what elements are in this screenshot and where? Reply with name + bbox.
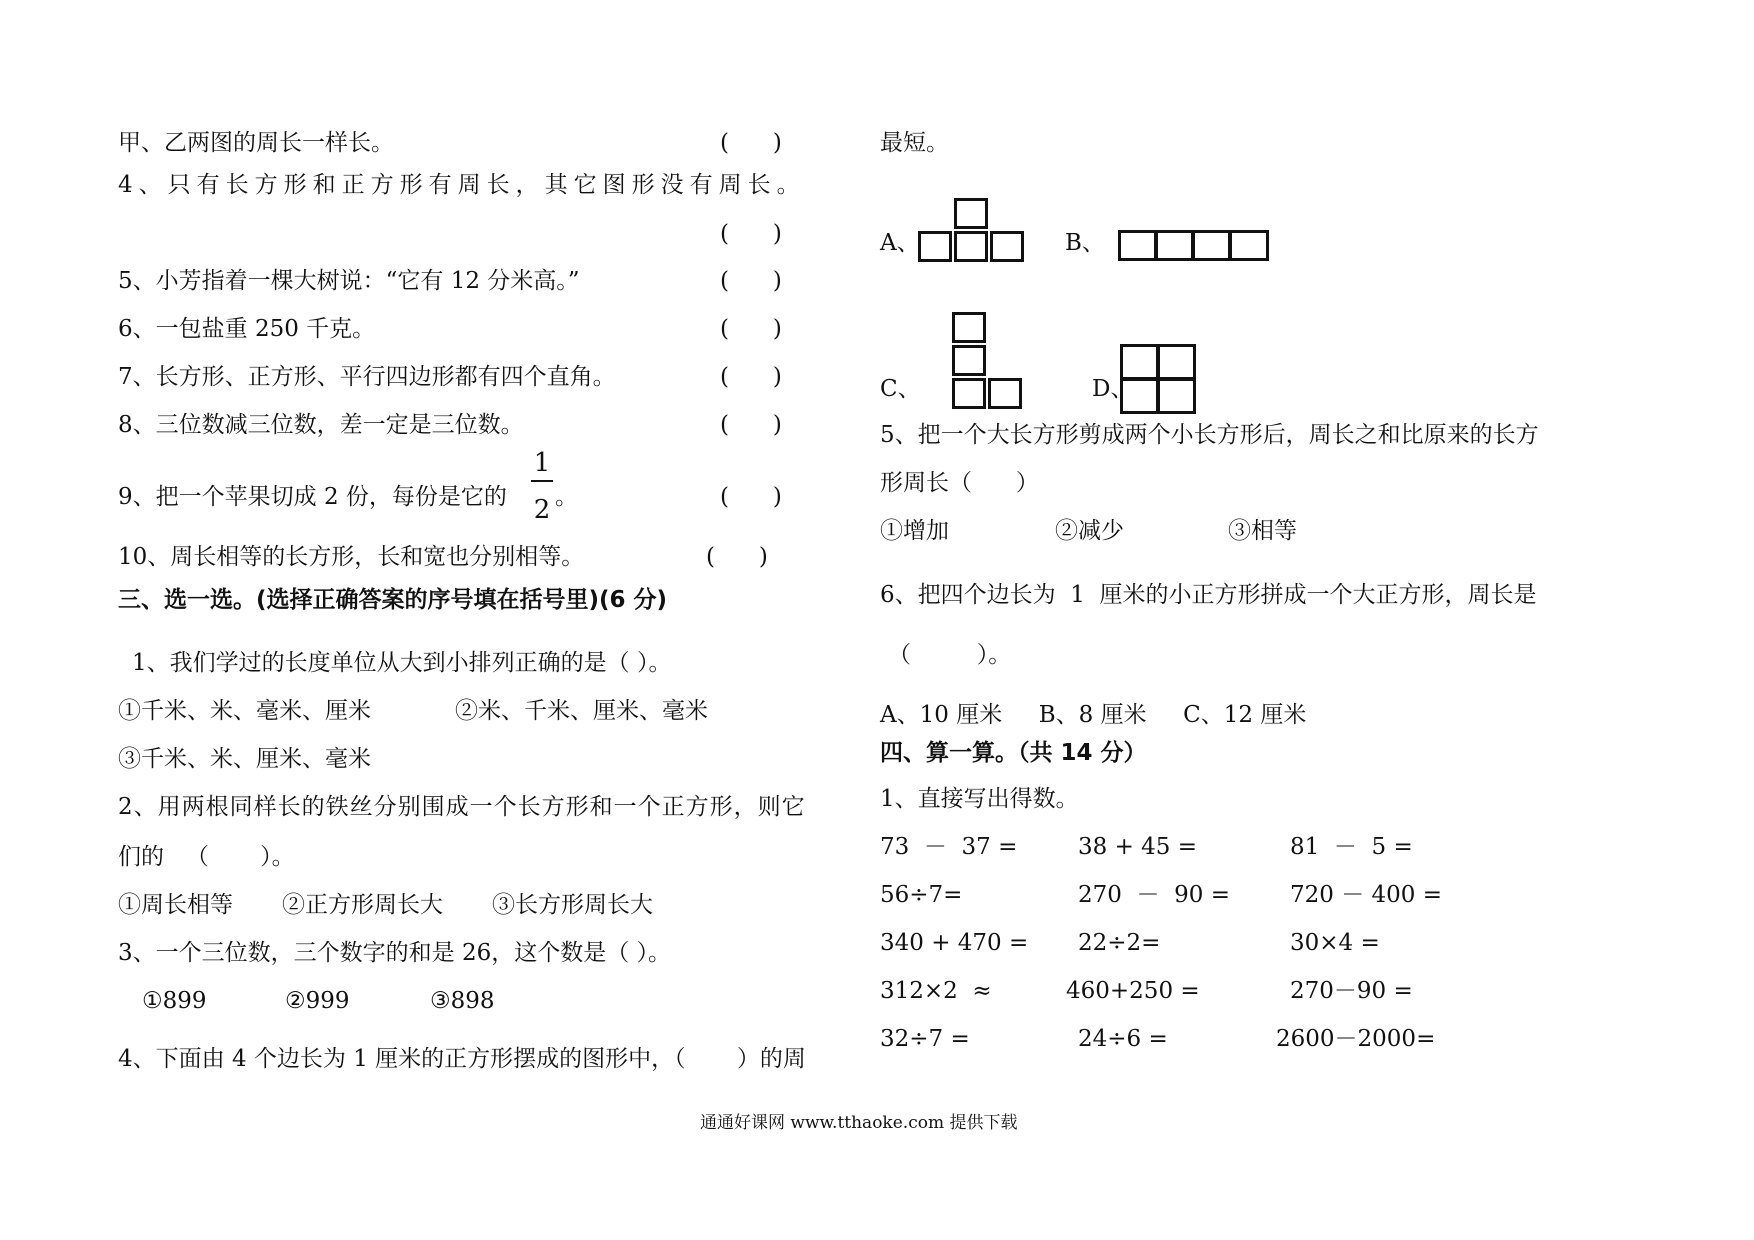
- answer-paren: ( ): [720, 484, 782, 510]
- choice-q4: 4、下面由 4 个边长为 1 厘米的正方形摆成的图形中，（ ）的周: [118, 1046, 806, 1072]
- choice-q6: 6、把四个边长为 1 厘米的小正方形拼成一个大正方形，周长是: [880, 582, 1537, 608]
- calc-title: 1、直接写出得数。: [880, 786, 1079, 812]
- calc-item: 38 + 45 =: [1078, 834, 1198, 860]
- judge-item-3-tail: 甲、乙两图的周长一样长。: [118, 130, 394, 156]
- calc-item: 30×4 =: [1290, 930, 1380, 956]
- choice-q2-option-a: ①周长相等: [118, 892, 233, 918]
- choice-q2-option-b: ②正方形周长大: [282, 892, 443, 918]
- judge-item-5: 5、小芳指着一棵大树说：“它有 12 分米高。”: [118, 268, 580, 294]
- choice-q2: 2、用两根同样长的铁丝分别围成一个长方形和一个正方形，则它: [118, 794, 806, 820]
- calc-item: 340 + 470 =: [880, 930, 1029, 956]
- choice-q2-cont: 们的 （ ）。: [118, 844, 295, 870]
- choice-q4-tail: 最短。: [880, 130, 949, 156]
- footer-source: 通通好课网 www.tthaoke.com 提供下载: [700, 1113, 1018, 1133]
- answer-paren: ( ): [720, 412, 782, 438]
- choice-q5-cont: 形周长（ ）: [880, 470, 1039, 496]
- judge-item-7: 7、长方形、正方形、平行四边形都有四个直角。: [118, 364, 616, 390]
- answer-paren: ( ): [720, 130, 782, 156]
- judge-item-9-end: 。: [555, 484, 578, 510]
- calc-item: 270 － 90 =: [1078, 882, 1230, 908]
- choice-q1-option-c: ③千米、米、厘米、毫米: [118, 746, 371, 772]
- choice-q1: 1、我们学过的长度单位从大到小排列正确的是（ ）。: [132, 650, 672, 676]
- calc-item: 81 － 5 =: [1290, 834, 1413, 860]
- calc-item: 56÷7=: [880, 882, 963, 908]
- option-a-label: A、: [880, 230, 920, 256]
- judge-item-8: 8、三位数减三位数，差一定是三位数。: [118, 412, 524, 438]
- calc-item: 460+250 =: [1066, 978, 1200, 1004]
- option-d-label: D、: [1092, 376, 1134, 402]
- calc-item: 270－90 =: [1290, 978, 1413, 1004]
- choice-q6-cont: （ ）。: [888, 642, 1012, 668]
- choice-q1-option-a: ①千米、米、毫米、厘米: [118, 698, 371, 724]
- answer-paren: ( ): [720, 364, 782, 390]
- calc-item: 312×2 ≈: [880, 978, 992, 1004]
- choice-q2-option-c: ③长方形周长大: [492, 892, 653, 918]
- choice-q5-option-a: ①增加: [880, 518, 949, 544]
- choice-q3-option-a: ①899: [142, 988, 207, 1014]
- choice-q1-option-b: ②米、千米、厘米、毫米: [455, 698, 708, 724]
- fraction-denominator: 2: [533, 495, 551, 525]
- choice-q6-options: A、10 厘米 B、8 厘米 C、12 厘米: [880, 702, 1307, 728]
- calc-item: 73 － 37 =: [880, 834, 1018, 860]
- answer-paren: ( ): [720, 316, 782, 342]
- choice-q5: 5、把一个大长方形剪成两个小长方形后，周长之和比原来的长方: [880, 422, 1539, 448]
- choice-q3: 3、一个三位数，三个数字的和是 26，这个数是（ ）。: [118, 940, 672, 966]
- section-4-heading: 四、算一算。（共 14 分）: [880, 740, 1147, 766]
- fraction-numerator: 1: [533, 448, 551, 478]
- calc-item: 720 － 400 =: [1290, 882, 1443, 908]
- judge-item-6: 6、一包盐重 250 千克。: [118, 316, 376, 342]
- answer-paren: ( ): [706, 544, 768, 570]
- calc-item: 32÷7 =: [880, 1026, 970, 1052]
- option-b-label: B、: [1065, 230, 1105, 256]
- calc-item: 2600－2000=: [1276, 1026, 1436, 1052]
- choice-q3-option-b: ②999: [285, 988, 350, 1014]
- judge-item-4: 4、只有长方形和正方形有周长，其它图形没有周长。: [118, 172, 806, 198]
- section-3-heading: 三、选一选。(选择正确答案的序号填在括号里)(6 分): [118, 587, 668, 613]
- answer-paren: ( ): [720, 221, 782, 247]
- choice-q5-option-c: ③相等: [1228, 518, 1297, 544]
- calc-item: 22÷2=: [1078, 930, 1161, 956]
- calc-item: 24÷6 =: [1078, 1026, 1168, 1052]
- judge-item-9: 9、把一个苹果切成 2 份，每份是它的: [118, 484, 507, 510]
- option-c-label: C、: [880, 376, 921, 402]
- answer-paren: ( ): [720, 268, 782, 294]
- choice-q5-option-b: ②减少: [1055, 518, 1124, 544]
- choice-q3-option-c: ③898: [430, 988, 495, 1014]
- judge-item-10: 10、周长相等的长方形，长和宽也分别相等。: [118, 544, 585, 570]
- fraction-bar: [531, 480, 553, 482]
